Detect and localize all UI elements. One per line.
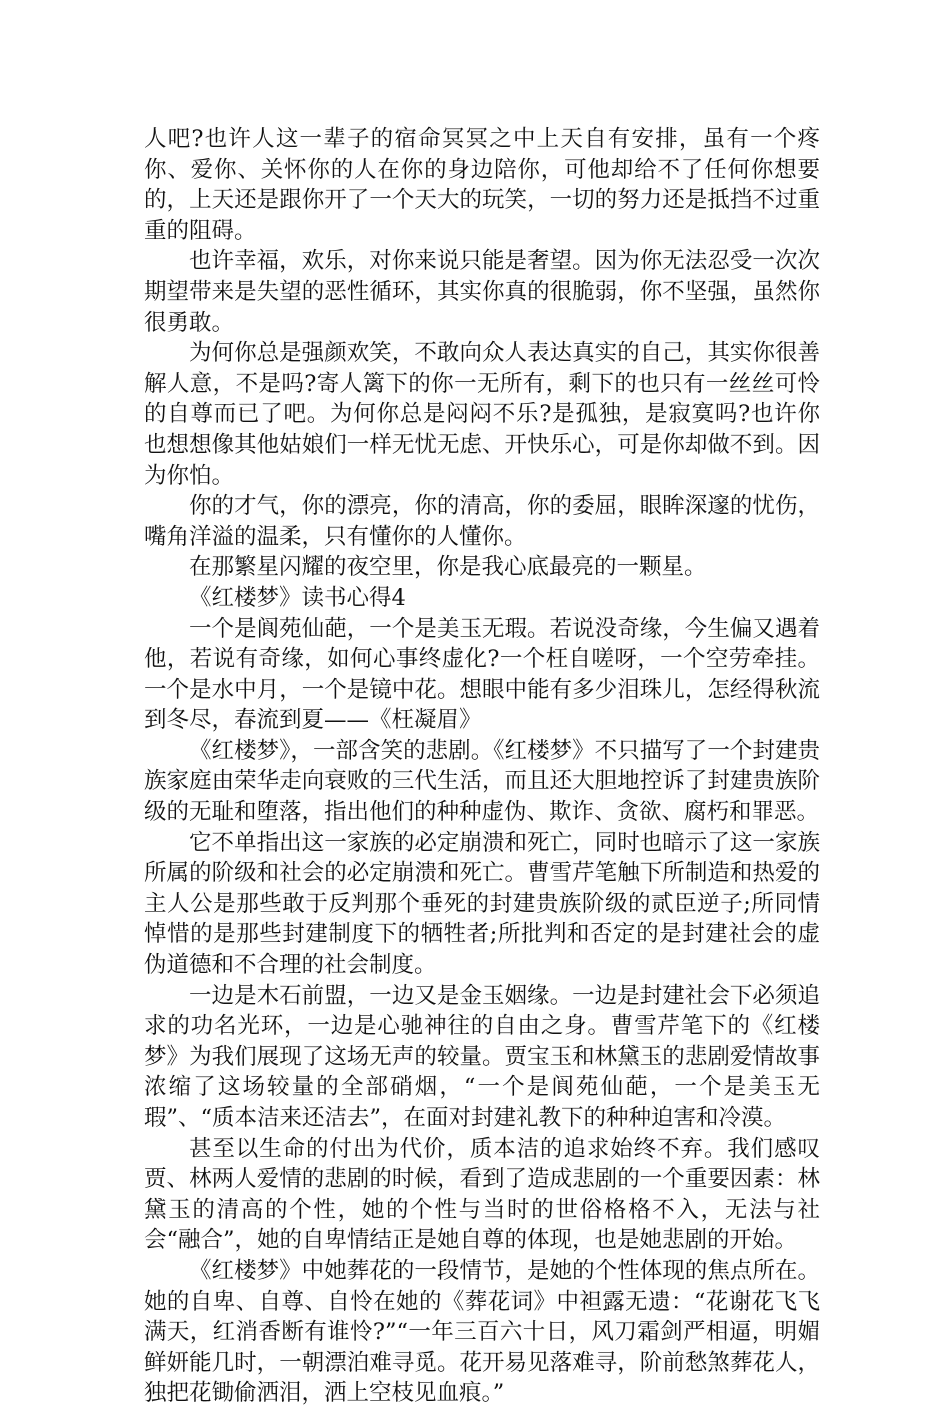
paragraph: 在那繁星闪耀的夜空里，你是我心底最亮的一颗星。 bbox=[189, 554, 707, 581]
paragraph: 你的才气，你的漂亮，你的清高，你的委屈，眼眸深邃的忧伤，嘴角洋溢的温柔，只有懂你的人懂你。 bbox=[144, 493, 820, 550]
body-text bbox=[144, 124, 820, 1409]
section-heading: 《红楼梦》读书心得4 bbox=[189, 584, 406, 611]
paragraph: 也许幸福，欢乐，对你来说只能是奢望。因为你无法忍受一次次期望带来是失望的恶性循环，其实你真的很脆弱，你不坚强，虽然你很勇敢。 bbox=[144, 248, 820, 336]
paragraph-continued: 人吧?也许人这一辈子的宿命冥冥之中上天自有安排，虽有一个疼你、爱你、关怀你的人在你的身边陪你，可他却给不了任何你想要的，上天还是跟你开了一个天大的玩笑，一切的努力还是抵挡不过重重的阻碍。 bbox=[144, 126, 820, 244]
paragraph: 《红楼梦》中她葬花的一段情节，是她的个性体现的焦点所在。她的自卑、自尊、自怜在她的《葬花词》中袒露无遗：“花谢花飞飞满天，红消香断有谁怜?”“一年三百六十日，风刀霜剑严相逼，明媚鲜妍能几时，一朝漂泊难寻觅。花开易见落难寻，阶前愁煞葬花人，独把花锄偷洒泪，洒上空枝见血痕。” bbox=[144, 1257, 820, 1407]
paragraph: 一个是阆苑仙葩，一个是美玉无瑕。若说没奇缘，今生偏又遇着他，若说有奇缘，如何心事终虚化?一个枉自嗟呀，一个空劳牵挂。一个是水中月，一个是镜中花。想眼中能有多少泪珠儿，怎经得秋流到冬尽，春流到夏——《枉凝眉》 bbox=[144, 615, 820, 734]
paragraph: 为何你总是强颜欢笑，不敢向众人表达真实的自己，其实你很善解人意，不是吗?寄人篱下的你一无所有，剩下的也只有一丝丝可怜的自尊而已了吧。为何你总是闷闷不乐?是孤独，是寂寞吗?也许你也想想像其他姑娘们一样无忧无虑、开快乐心，可是你却做不到。因为你怕。 bbox=[144, 340, 820, 489]
paragraph: 甚至以生命的付出为代价，质本洁的追求始终不弃。我们感叹贾、林两人爱情的悲剧的时候，看到了造成悲剧的一个重要因素：林黛玉的清高的个性，她的个性与当时的世俗格格不入，无法与社会“融合”，她的自卑情结正是她自尊的体现，也是她悲剧的开始。 bbox=[144, 1135, 820, 1254]
paragraph: 《红楼梦》，一部含笑的悲剧。《红楼梦》不只描写了一个封建贵族家庭由荣华走向衰败的三代生活，而且还大胆地控诉了封建贵族阶级的无耻和堕落，指出他们的种种虚伪、欺诈、贪欲、腐朽和罪恶。 bbox=[144, 737, 820, 826]
paragraph: 它不单指出这一家族的必定崩溃和死亡，同时也暗示了这一家族所属的阶级和社会的必定崩溃和死亡。曹雪芹笔触下所制造和热爱的主人公是那些敢于反判那个垂死的封建贵族阶级的贰臣逆子;所同情悼惜的是那些封建制度下的牺牲者;所批判和否定的是封建社会的虚伪道德和不合理的社会制度。 bbox=[144, 829, 820, 979]
paragraph: 一边是木石前盟，一边又是金玉姻缘。一边是封建社会下必须追求的功名光环，一边是心驰神往的自由之身。曹雪芹笔下的《红楼梦》为我们展现了这场无声的较量。贾宝玉和林黛玉的悲剧爱情故事浓缩了这场较量的全部硝烟，“一个是阆苑仙葩，一个是美玉无瑕”、“质本洁来还洁去”，在面对封建礼教下的种种迫害和冷漠。 bbox=[144, 982, 820, 1131]
